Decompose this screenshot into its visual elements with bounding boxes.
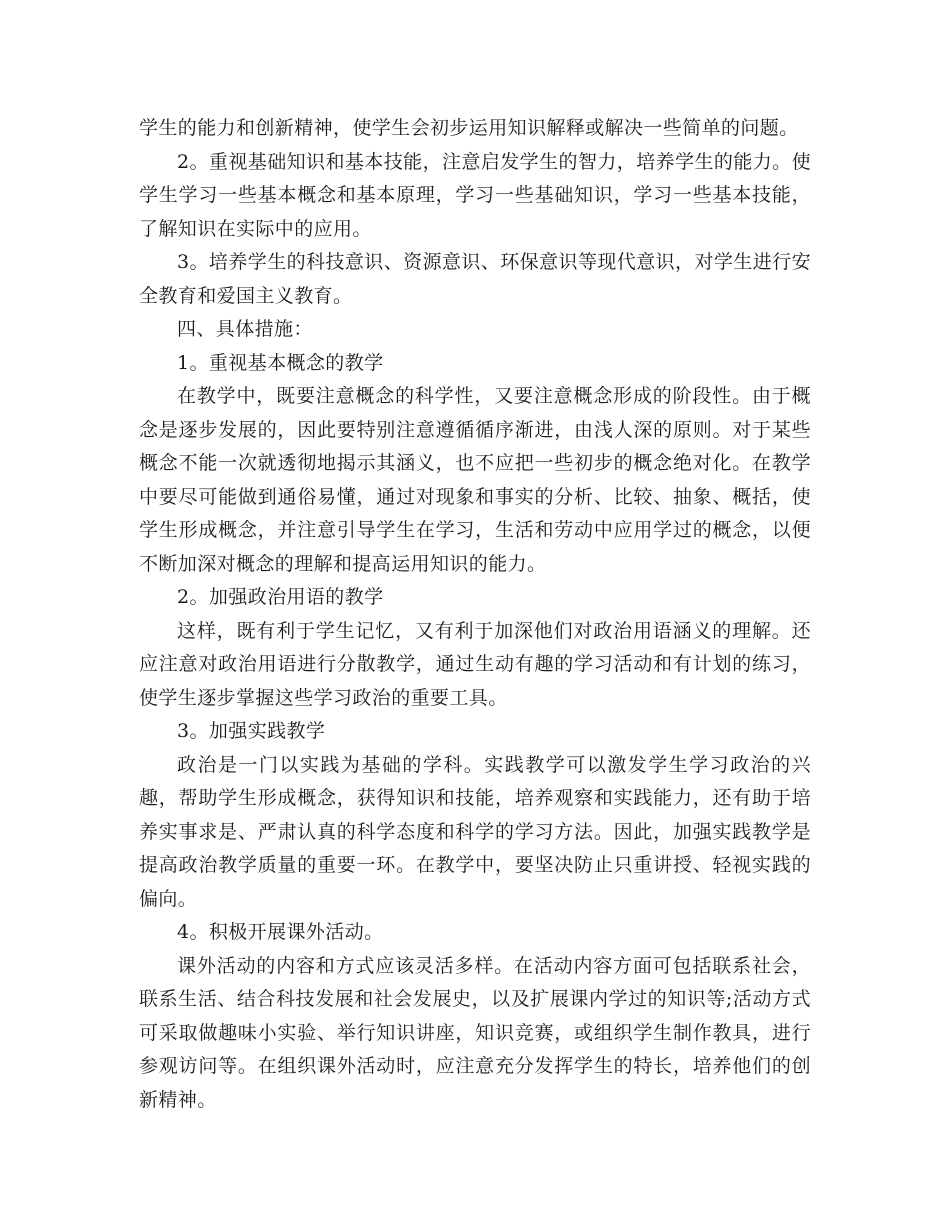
paragraph: 2。重视基础知识和基本技能，注意启发学生的智力，培养学生的能力。使学生学习一些基本概念和基本原理，学习一些基础知识，学习一些基本技能，了解知识在实际中的应用。 bbox=[139, 150, 811, 240]
document-body bbox=[139, 112, 811, 1117]
subsection-heading: 1。重视基本概念的教学 bbox=[177, 351, 384, 374]
subsection-heading: 2。加强政治用语的教学 bbox=[177, 586, 384, 608]
section-heading: 四、具体措施： bbox=[177, 318, 313, 340]
paragraph: 课外活动的内容和方式应该灵活多样。在活动内容方面可包括联系社会，联系生活、结合科技发展和社会发展史，以及扩展课内学过的知识等;活动方式可采取做趣味小实验、举行知识讲座，知识竞赛，或组织学生制作教具，进行参观访问等。在组织课外活动时，应注意充分发挥学生的特长，培养他们的创新精神。 bbox=[139, 954, 811, 1111]
paragraph: 这样，既有利于学生记忆，又有利于加深他们对政治用语涵义的理解。还应注意对政治用语进行分散教学，通过生动有趣的学习活动和有计划的练习，使学生逐步掌握这些学习政治的重要工具。 bbox=[139, 619, 811, 709]
paragraph: 政治是一门以实践为基础的学科。实践教学可以激发学生学习政治的兴趣，帮助学生形成概念，获得知识和技能，培养观察和实践能力，还有助于培养实事求是、严肃认真的科学态度和科学的学习方法。因此，加强实践教学是提高政治教学质量的重要一环。在教学中，要坚决防止只重讲授、轻视实践的偏向。 bbox=[139, 753, 811, 910]
paragraph: 学生的能力和创新精神，使学生会初步运用知识解释或解决一些简单的问题。 bbox=[139, 117, 799, 139]
subsection-heading: 4。积极开展课外活动。 bbox=[177, 921, 384, 943]
subsection-heading: 3。加强实践教学 bbox=[177, 720, 326, 742]
paragraph: 3。培养学生的科技意识、资源意识、环保意识等现代意识，对学生进行安全教育和爱国主义教育。 bbox=[139, 251, 811, 307]
paragraph: 在教学中，既要注意概念的科学性，又要注意概念形成的阶段性。由于概念是逐步发展的，因此要特别注意遵循循序渐进，由浅人深的原则。对于某些概念不能一次就透彻地揭示其涵义，也不应把一些初步的概念绝对化。在教学中要尽可能做到通俗易懂，通过对现象和事实的分析、比较、抽象、概括，使学生形成概念，并注意引导学生在学习，生活和劳动中应用学过的概念，以便不断加深对概念的理解和提高运用知识的能力。 bbox=[139, 385, 811, 575]
